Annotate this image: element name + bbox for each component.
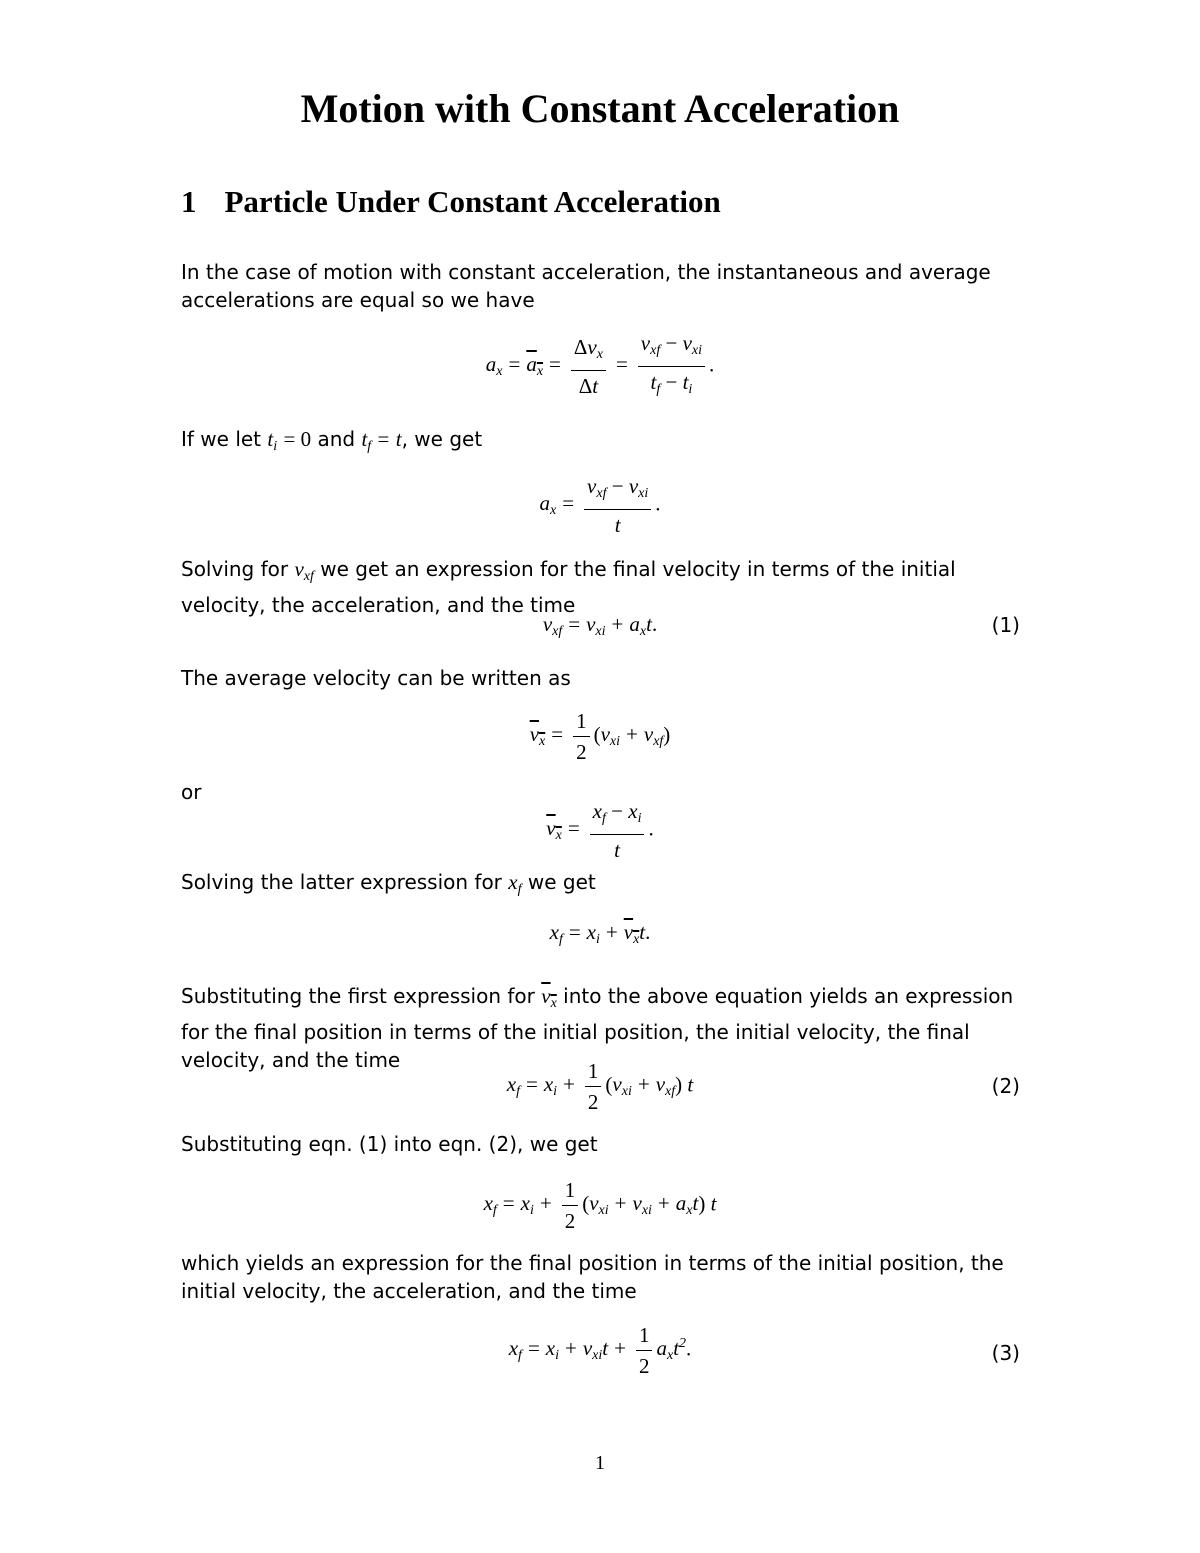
equation-average-velocity: $v_x$ = $\frac{1}{2}$ $(v_{xi} + v_{xf})$ (529, 709, 671, 764)
paragraph-3: Solving for $v_{xf}$ we get an expression for the final velocity in terms of the initial velocity, the acceleration, and the time (181, 557, 956, 617)
document-title: Motion with Constant Acceleration (300, 86, 900, 131)
section-number: 1 (181, 184, 197, 219)
equation-number-1: (1) (991, 613, 1020, 637)
equation-acceleration-definition: $a_x = a_x$ = $\frac{\Delta v_x}{\Delta t}$ = $\frac{v_{xf} - v_{xi}}{t_f - t_i}$ . (485, 331, 715, 398)
equation-acceleration-simplified: $a_x$ = $\frac{v_{xf} - v_{xi}}{t}$ . (539, 474, 661, 537)
section-title: Particle Under Constant Acceleration (224, 184, 721, 219)
paragraph-1: In the case of motion with constant acceleration, the instantaneous and average accelerations are equal so we have (181, 260, 991, 312)
paragraph-2: If we let $t_i = 0$ and $t_f = t$, we get (181, 427, 483, 454)
equation-1-final-velocity: $v_{xf} = v_{xi} + a_xt$. (542, 612, 658, 639)
equation-2-final-position: $x_f = x_i$ + $\frac{1}{2}$ $(v_{xi} + v_{xf})$ t (506, 1059, 694, 1114)
paragraph-8: Substituting eqn. (1) into eqn. (2), we get (181, 1132, 598, 1156)
section-heading (181, 184, 721, 220)
paragraph-4: The average velocity can be written as (181, 666, 571, 690)
page-number: 1 (595, 1452, 605, 1474)
paragraph-6: Solving the latter expression for $x_f$ we get (181, 870, 596, 897)
equation-average-velocity-position: $v_x$ = $\frac{x_f - x_i}{t}$ . (546, 799, 654, 862)
paragraph-9: which yields an expression for the final position in terms of the initial position, the initial velocity, the acceleration, and the time (181, 1251, 1004, 1303)
equation-3-position-time: $x_f = x_i + v_{xi}t$ + $\frac{1}{2}$ $a_xt^2$. (508, 1323, 692, 1378)
equation-number-3: (3) (991, 1341, 1020, 1365)
paragraph-5: or (181, 780, 202, 804)
equation-number-2: (2) (991, 1074, 1020, 1098)
equation-substituted: $x_f = x_i$ + $\frac{1}{2}$ $(v_{xi} + v_{xi} + a_xt)$ t (483, 1178, 717, 1233)
paragraph-7: Substituting the first expression for $v_x$ into the above equation yields an expression for the final position in terms of the initial position, the initial velocity, the final velocity, and the time (181, 984, 1014, 1072)
equation-final-position-average: $x_f = x_i + v_xt$. (549, 920, 651, 947)
